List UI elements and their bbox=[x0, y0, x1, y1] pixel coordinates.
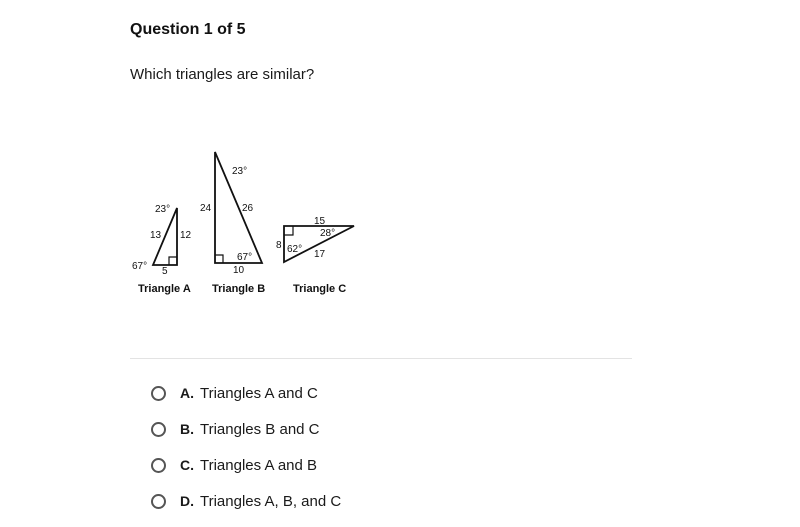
answer-options bbox=[151, 383, 341, 527]
option-a-text: Triangles A and C bbox=[200, 384, 318, 402]
question-prompt: Which triangles are similar? bbox=[130, 66, 315, 83]
triangle-b-caption: Triangle B bbox=[212, 283, 266, 295]
triangle-a bbox=[132, 204, 192, 295]
triangle-a-right-angle-mark bbox=[169, 257, 177, 265]
triangle-b-base: 10 bbox=[233, 265, 245, 276]
triangle-b-hypotenuse: 26 bbox=[242, 203, 254, 214]
option-d[interactable] bbox=[151, 491, 341, 511]
option-c-text: Triangles A and B bbox=[200, 456, 318, 474]
triangles-figure bbox=[125, 140, 365, 305]
triangle-a-base-angle: 67° bbox=[132, 261, 148, 272]
option-b-text: Triangles B and C bbox=[200, 420, 320, 438]
triangle-c-left-side: 8 bbox=[276, 240, 282, 251]
triangles-diagram bbox=[125, 140, 365, 305]
option-b-letter: B. bbox=[180, 421, 194, 437]
triangle-b-right-angle-mark bbox=[215, 255, 223, 263]
triangle-b-top-angle: 23° bbox=[232, 166, 248, 177]
option-c-radio[interactable] bbox=[151, 458, 166, 473]
triangle-c-left-angle: 62° bbox=[287, 244, 303, 255]
option-a[interactable] bbox=[151, 383, 341, 403]
triangle-a-top-angle: 23° bbox=[155, 204, 171, 215]
triangle-b bbox=[200, 152, 265, 295]
option-c[interactable] bbox=[151, 455, 341, 475]
triangle-a-caption: Triangle A bbox=[138, 283, 191, 295]
option-d-letter: D. bbox=[180, 493, 194, 509]
option-b[interactable] bbox=[151, 419, 341, 439]
option-b-radio[interactable] bbox=[151, 422, 166, 437]
triangle-a-base: 5 bbox=[162, 266, 168, 277]
triangle-c-right-angle-mark bbox=[284, 226, 293, 235]
triangle-b-base-angle: 67° bbox=[237, 252, 253, 263]
option-c-letter: C. bbox=[180, 457, 194, 473]
triangle-a-hypotenuse: 13 bbox=[150, 230, 162, 241]
triangle-a-vertical-side: 12 bbox=[180, 230, 192, 241]
divider bbox=[130, 358, 632, 359]
question-header: Question 1 of 5 bbox=[130, 21, 246, 38]
option-a-radio[interactable] bbox=[151, 386, 166, 401]
triangle-b-vertical-side: 24 bbox=[200, 203, 212, 214]
triangle-c bbox=[276, 216, 354, 295]
triangle-c-caption: Triangle C bbox=[293, 283, 347, 295]
triangle-c-top-side: 15 bbox=[314, 216, 326, 227]
option-d-radio[interactable] bbox=[151, 494, 166, 509]
triangle-c-hypotenuse: 17 bbox=[314, 249, 326, 260]
triangle-c-right-angle: 28° bbox=[320, 228, 336, 239]
option-a-letter: A. bbox=[180, 385, 194, 401]
option-d-text: Triangles A, B, and C bbox=[200, 492, 342, 510]
